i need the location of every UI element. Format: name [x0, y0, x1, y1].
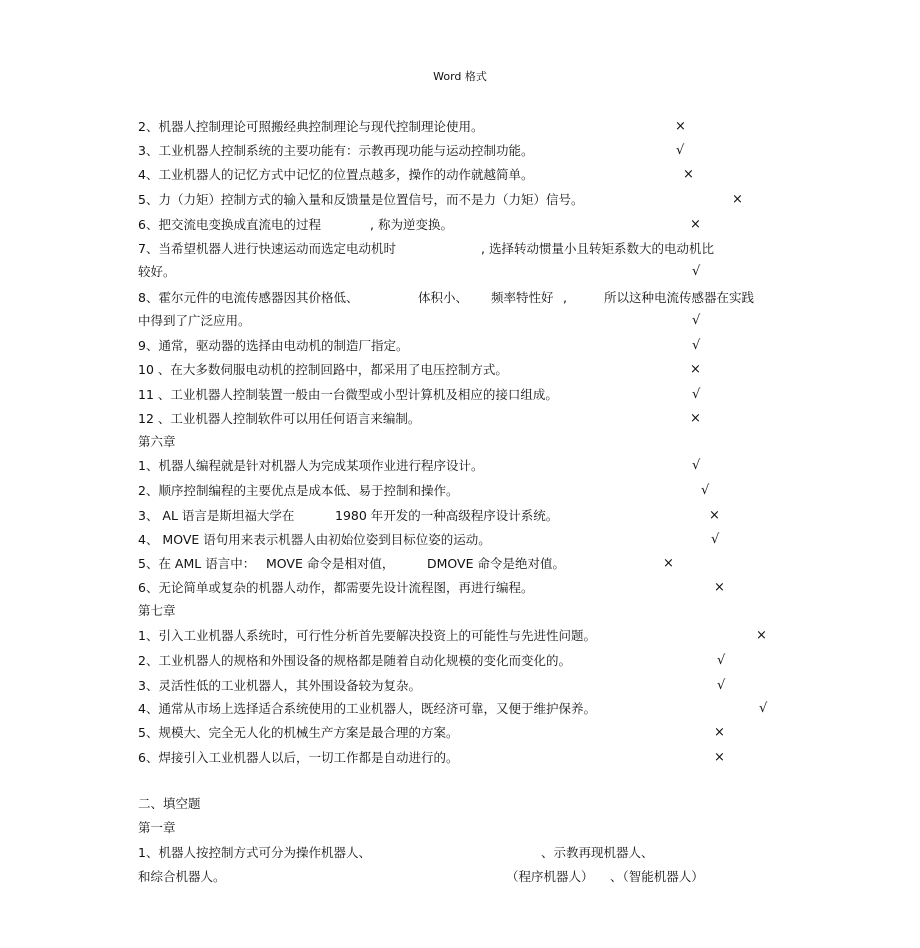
- item-text: 1、引入工业机器人系统时，可行性分析首先要解决投资上的可能性与先进性问题。: [138, 628, 596, 643]
- item-text: 5、力（力矩）控制方式的输入量和反馈量是位置信号，而不是力（力矩）信号。: [138, 192, 584, 207]
- answer-text: 、（智能机器人）: [610, 869, 704, 884]
- check-mark: √: [717, 653, 726, 668]
- item-text: 6、无论简单或复杂的机器人动作，都需要先设计流程图，再进行编程。: [138, 580, 534, 595]
- chapter-heading: 第一章: [138, 820, 176, 835]
- cross-mark: ×: [714, 750, 725, 765]
- item-text: 1、机器人编程就是针对机器人为完成某项作业进行程序设计。: [138, 458, 484, 473]
- item-text: MOVE 命令是相对值，: [266, 556, 395, 571]
- item-text: 9、通常，驱动器的选择由电动机的制造厂指定。: [138, 338, 409, 353]
- item-text: DMOVE 命令是绝对值。: [427, 556, 565, 571]
- item-text: 1980 年开发的一种高级程序设计系统。: [335, 508, 559, 523]
- cross-mark: ×: [675, 119, 686, 134]
- item-text: 2、工业机器人的规格和外围设备的规格都是随着自动化规模的变化而变化的。: [138, 653, 571, 668]
- item-text: 6、把交流电变换成直流电的过程: [138, 217, 321, 232]
- item-text: ,: [563, 290, 567, 305]
- check-mark: √: [701, 483, 710, 498]
- check-mark: √: [692, 313, 701, 328]
- chapter-heading: 第七章: [138, 603, 176, 618]
- item-text: 7、当希望机器人进行快速运动而选定电动机时: [138, 241, 396, 256]
- item-text: 、示教再现机器人、: [541, 845, 654, 860]
- page-header: Word 格式: [433, 70, 487, 83]
- item-text: 和综合机器人。: [138, 869, 226, 884]
- item-text: , 选择转动惯量小且转矩系数大的电动机比: [481, 241, 714, 256]
- check-mark: √: [759, 701, 768, 716]
- item-text: 较好。: [138, 264, 176, 279]
- cross-mark: ×: [683, 167, 694, 182]
- check-mark: √: [711, 532, 720, 547]
- item-text: 3、 AL 语言是斯坦福大学在: [138, 508, 295, 523]
- cross-mark: ×: [690, 362, 701, 377]
- check-mark: √: [692, 458, 701, 473]
- item-text: 5、在 AML 语言中：: [138, 556, 256, 571]
- cross-mark: ×: [756, 628, 767, 643]
- item-text: 8、霍尔元件的电流传感器因其价格低、: [138, 290, 359, 305]
- item-text: 11 、工业机器人控制装置一般由一台微型或小型计算机及相应的接口组成。: [138, 387, 558, 402]
- check-mark: √: [676, 143, 685, 158]
- item-text: 2、顺序控制编程的主要优点是成本低、易于控制和操作。: [138, 483, 459, 498]
- item-text: 中得到了广泛应用。: [138, 313, 251, 328]
- cross-mark: ×: [709, 508, 720, 523]
- check-mark: √: [692, 338, 701, 353]
- check-mark: √: [717, 678, 726, 693]
- answer-text: （程序机器人）: [506, 869, 594, 884]
- chapter-heading: 第六章: [138, 434, 176, 449]
- item-text: 12 、工业机器人控制软件可以用任何语言来编制。: [138, 411, 421, 426]
- item-text: 体积小、: [418, 290, 469, 305]
- item-text: 所以这种电流传感器在实践: [604, 290, 755, 305]
- item-text: 5、规模大、完全无人化的机械生产方案是最合理的方案。: [138, 725, 459, 740]
- cross-mark: ×: [714, 580, 725, 595]
- cross-mark: ×: [663, 556, 674, 571]
- check-mark: √: [692, 387, 701, 402]
- item-text: 4、通常从市场上选择适合系统使用的工业机器人，既经济可靠，又便于维护保养。: [138, 701, 596, 716]
- item-text: 3、灵活性低的工业机器人，其外围设备较为复杂。: [138, 678, 421, 693]
- item-text: 频率特性好: [491, 290, 554, 305]
- cross-mark: ×: [690, 217, 701, 232]
- item-text: 4、 MOVE 语句用来表示机器人由初始位姿到目标位姿的运动。: [138, 532, 491, 547]
- item-text: 2、机器人控制理论可照搬经典控制理论与现代控制理论使用。: [138, 119, 484, 134]
- item-text: 10 、在大多数伺服电动机的控制回路中，都采用了电压控制方式。: [138, 362, 508, 377]
- check-mark: √: [692, 264, 701, 279]
- item-text: , 称为逆变换。: [370, 217, 453, 232]
- item-text: 3、工业机器人控制系统的主要功能有：示教再现功能与运动控制功能。: [138, 143, 534, 158]
- section-heading: 二、填空题: [138, 796, 201, 811]
- item-text: 1、机器人按控制方式可分为操作机器人、: [138, 845, 371, 860]
- item-text: 6、焊接引入工业机器人以后，一切工作都是自动进行的。: [138, 750, 459, 765]
- cross-mark: ×: [732, 192, 743, 207]
- cross-mark: ×: [714, 725, 725, 740]
- cross-mark: ×: [690, 411, 701, 426]
- item-text: 4、工业机器人的记忆方式中记忆的位置点越多，操作的动作就越简单。: [138, 167, 534, 182]
